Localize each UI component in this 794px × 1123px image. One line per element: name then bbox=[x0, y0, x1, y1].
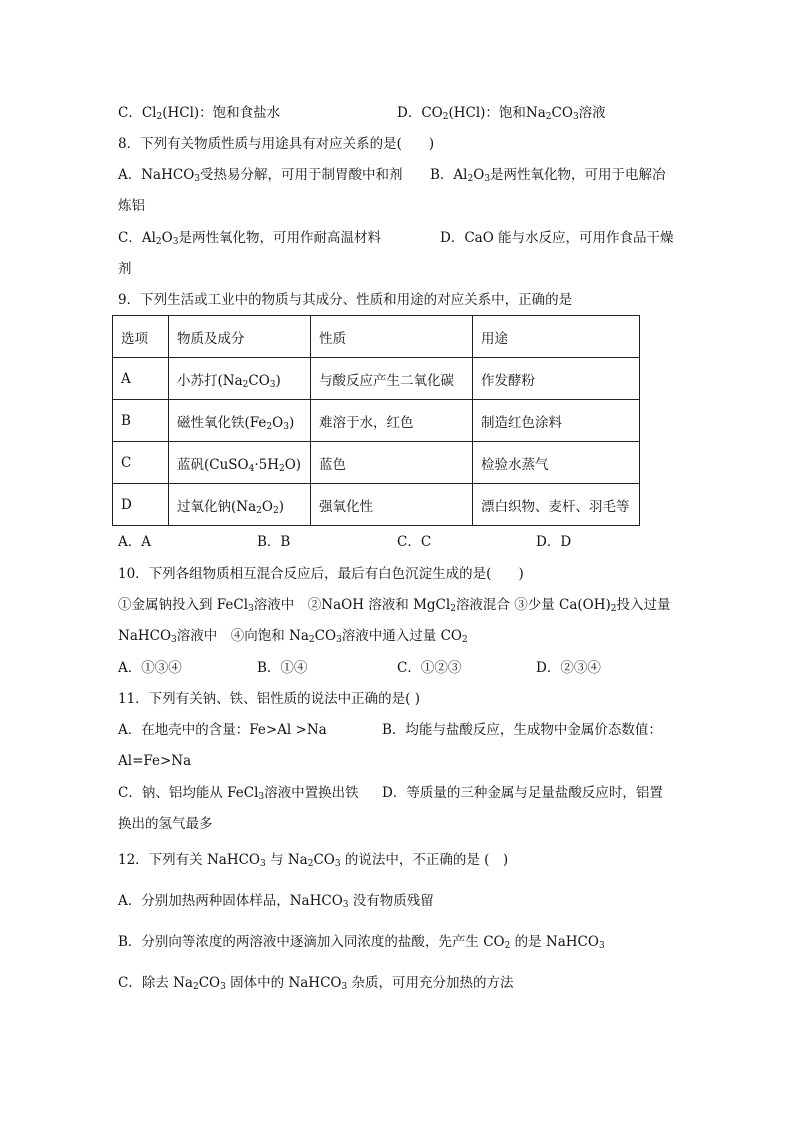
substance-cell: 过氧化钠$(Na_2O_2)$ bbox=[169, 484, 311, 526]
q10-answer-b: B．①④ bbox=[257, 660, 308, 676]
q11-option-b-wrap: Al=Fe>Na bbox=[118, 753, 192, 769]
property-cell: 蓝色 bbox=[311, 442, 473, 484]
q7-option-d: D．$CO_2(HCl)$：饱和$Na_2CO_3$溶液 bbox=[397, 105, 606, 122]
use-cell: 作发酵粉 bbox=[473, 358, 640, 400]
table-row bbox=[113, 484, 640, 526]
q8-option-b-wrap: 炼铝 bbox=[118, 198, 145, 214]
property-cell: 与酸反应产生二氧化碳 bbox=[311, 358, 473, 400]
property-cell: 强氧化性 bbox=[311, 484, 473, 526]
table-row bbox=[113, 358, 640, 400]
q12-option-a: A．分别加热两种固体样品，NaHCO$_3$ 没有物质残留 bbox=[118, 893, 434, 910]
q10-line-1: ①金属钠投入到 FeCl$_3$溶液中 ②NaOH 溶液和 MgCl$_2$溶液混合 ③少量 $Ca(OH)_2$投入过量 bbox=[118, 597, 671, 614]
header-cell: 用途 bbox=[473, 316, 640, 358]
use-cell: 漂白织物、麦杆、羽毛等 bbox=[473, 484, 640, 526]
q9-table bbox=[112, 315, 640, 526]
option-cell: D bbox=[113, 484, 169, 526]
q8-option-b: B．$Al_2O_3$是两性氧化物，可用于电解冶 bbox=[430, 167, 666, 184]
q12-stem: 12．下列有关 NaHCO$_3$ 与 $Na_2CO_3$ 的说法中，不正确的是 ( ) bbox=[118, 852, 509, 869]
header-cell: 选项 bbox=[113, 316, 169, 358]
header-cell: 性质 bbox=[311, 316, 473, 358]
q8-stem: 8．下列有关物质性质与用途具有对应关系的是( ) bbox=[118, 136, 435, 152]
q11-option-d-wrap: 换出的氢气最多 bbox=[118, 816, 213, 832]
option-cell: A bbox=[113, 358, 169, 400]
q9-stem: 9．下列生活或工业中的物质与其成分、性质和用途的对应关系中，正确的是 bbox=[118, 292, 573, 308]
header-cell: 物质及成分 bbox=[169, 316, 311, 358]
property-cell: 难溶于水，红色 bbox=[311, 400, 473, 442]
q8-option-d: D．CaO 能与水反应，可用作食品干燥 bbox=[440, 230, 674, 246]
table-header-row bbox=[113, 316, 640, 358]
q8-option-a: A．NaHCO$_3$受热易分解，可用于制胃酸中和剂 bbox=[118, 167, 403, 184]
q9-answer-d: D．D bbox=[536, 534, 572, 550]
q9-answer-a: A．A bbox=[118, 534, 151, 550]
q11-option-b: B．均能与盐酸反应，生成物中金属价态数值： bbox=[382, 722, 662, 738]
q8-option-d-wrap: 剂 bbox=[118, 261, 132, 277]
option-cell: B bbox=[113, 400, 169, 442]
substance-cell: 蓝矾$(CuSO_4\cdot 5H_2O)$ bbox=[169, 442, 311, 484]
use-cell: 检验水蒸气 bbox=[473, 442, 640, 484]
table-row bbox=[113, 400, 640, 442]
q11-stem: 11．下列有关钠、铁、铝性质的说法中正确的是( ) bbox=[118, 691, 421, 707]
q9-answer-c: C．C bbox=[397, 534, 432, 550]
q10-answer-d: D．②③④ bbox=[536, 660, 601, 676]
q11-option-d: D．等质量的三种金属与足量盐酸反应时，铝置 bbox=[382, 785, 663, 801]
q11-option-a: A．在地壳中的含量：Fe>Al >Na bbox=[118, 722, 327, 738]
q12-option-b: B．分别向等浓度的两溶液中逐滴加入同浓度的盐酸，先产生 $CO_2$ 的是 NaHCO$_3$ bbox=[118, 934, 605, 951]
q10-answer-a: A．①③④ bbox=[118, 660, 182, 676]
q10-answer-c: C．①②③ bbox=[397, 660, 462, 676]
table-row bbox=[113, 442, 640, 484]
q11-option-c: C．钠、铝均能从 FeCl$_3$溶液中置换出铁 bbox=[118, 785, 359, 802]
substance-cell: 磁性氧化铁$(Fe_2O_3)$ bbox=[169, 400, 311, 442]
q10-line-2: NaHCO$_3$溶液中 ④向饱和 $Na_2CO_3$溶液中通入过量 $CO_2$ bbox=[118, 628, 468, 645]
q12-option-c: C．除去 $Na_2CO_3$ 固体中的 NaHCO$_3$ 杂质，可用充分加热的方法 bbox=[118, 975, 514, 992]
q9-answer-b: B．B bbox=[257, 534, 291, 550]
substance-cell: 小苏打$(Na_2CO_3)$ bbox=[169, 358, 311, 400]
q10-stem: 10．下列各组物质相互混合反应后，最后有白色沉淀生成的是( ) bbox=[118, 566, 524, 582]
q8-option-c: C．$Al_2O_3$是两性氧化物，可用作耐高温材料 bbox=[118, 230, 381, 247]
q7-option-c: C．$Cl_2(HCl)$：饱和食盐水 bbox=[118, 105, 281, 122]
use-cell: 制造红色涂料 bbox=[473, 400, 640, 442]
option-cell: C bbox=[113, 442, 169, 484]
